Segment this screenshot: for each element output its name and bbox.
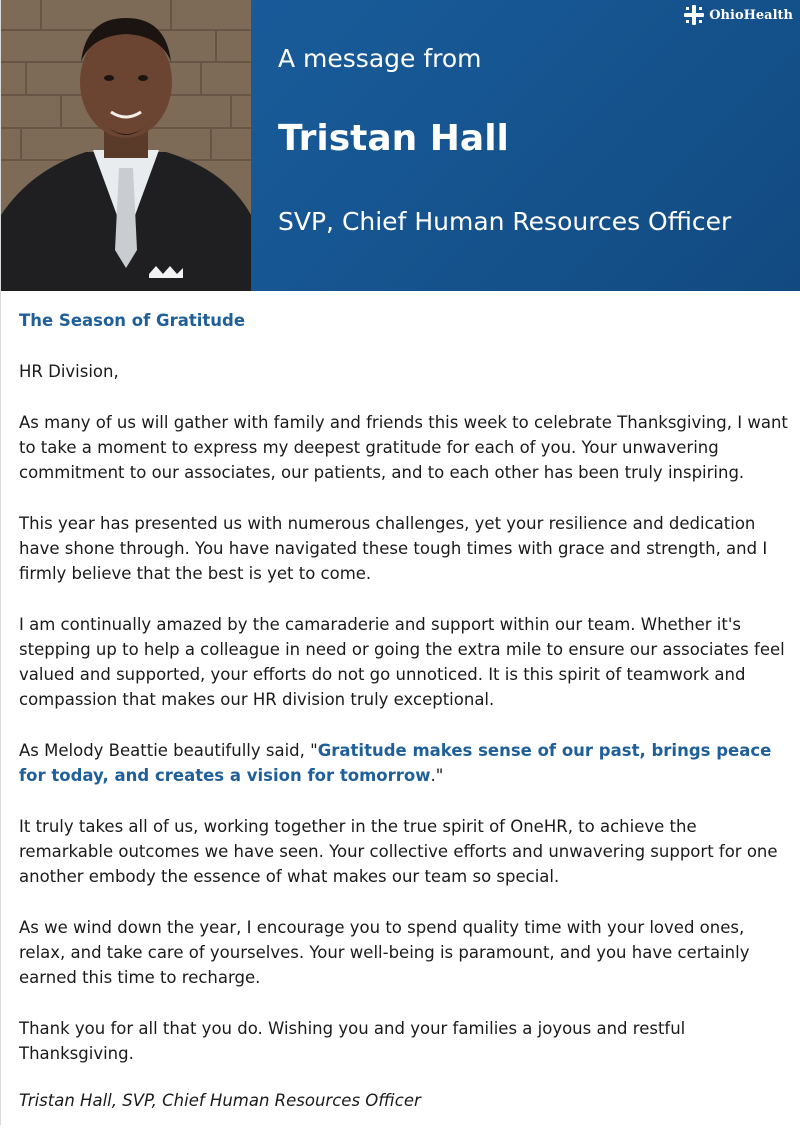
letter-paragraph: As many of us will gather with family and friends this week to celebrate Thanksgiving, I want to take a moment to express my deepest gratitude for each of you. Your unwavering commitment to our associates, our patients, and to each other has been truly inspiring. — [19, 413, 788, 482]
letter-paragraph: I am continually amazed by the camaraderie and support within our team. Whether it's stepping up to help a colleague in need or going the extra mile to ensure our associates feel valued and supported, your efforts do not go unnoticed. It is this spirit of teamwork and compassion that makes our HR division truly exceptional. — [19, 615, 785, 709]
quote-paragraph — [19, 738, 794, 788]
letter-paragraph: As we wind down the year, I encourage you to spend quality time with your loved ones, relax, and take care of yourselves. Your well-being is paramount, and you have certainly earned this time to recharge. — [19, 918, 750, 987]
letter-paragraph: Thank you for all that you do. Wishing you and your families a joyous and restful Thanksgiving. — [19, 1019, 686, 1063]
portrait-photo — [1, 0, 251, 291]
letter-body — [19, 308, 794, 1139]
letter-paragraph: It truly takes all of us, working together in the true spirit of OneHR, to achieve the remarkable outcomes we have seen. Your collective efforts and unwavering support for one another embody the essence of what makes our team so special. — [19, 817, 778, 886]
logo-text: OhioHealth — [709, 7, 793, 23]
ohiohealth-logo-icon — [683, 4, 705, 26]
letter-paragraph: This year has presented us with numerous challenges, yet your resilience and dedication have shone through. You have navigated these tough times with grace and strength, and I firmly believe that the best is yet to come. — [19, 514, 768, 583]
quote-intro: As Melody Beattie beautifully said, " — [19, 741, 318, 760]
letter-greeting: HR Division, — [19, 362, 119, 381]
sender-role: SVP, Chief Human Resources Officer — [278, 207, 732, 236]
ohiohealth-logo — [679, 2, 797, 28]
letter-signature: Tristan Hall, SVP, Chief Human Resources Officer — [19, 1091, 421, 1110]
quote-text: Gratitude makes sense of our past, brings peace for today, and creates a vision for tomorrow — [19, 741, 772, 785]
sender-name: Tristan Hall — [278, 118, 509, 159]
header-banner — [1, 0, 800, 291]
quote-outro: ." — [430, 766, 444, 785]
letter-headline: The Season of Gratitude — [19, 311, 246, 330]
message-intro: A message from — [278, 44, 482, 73]
